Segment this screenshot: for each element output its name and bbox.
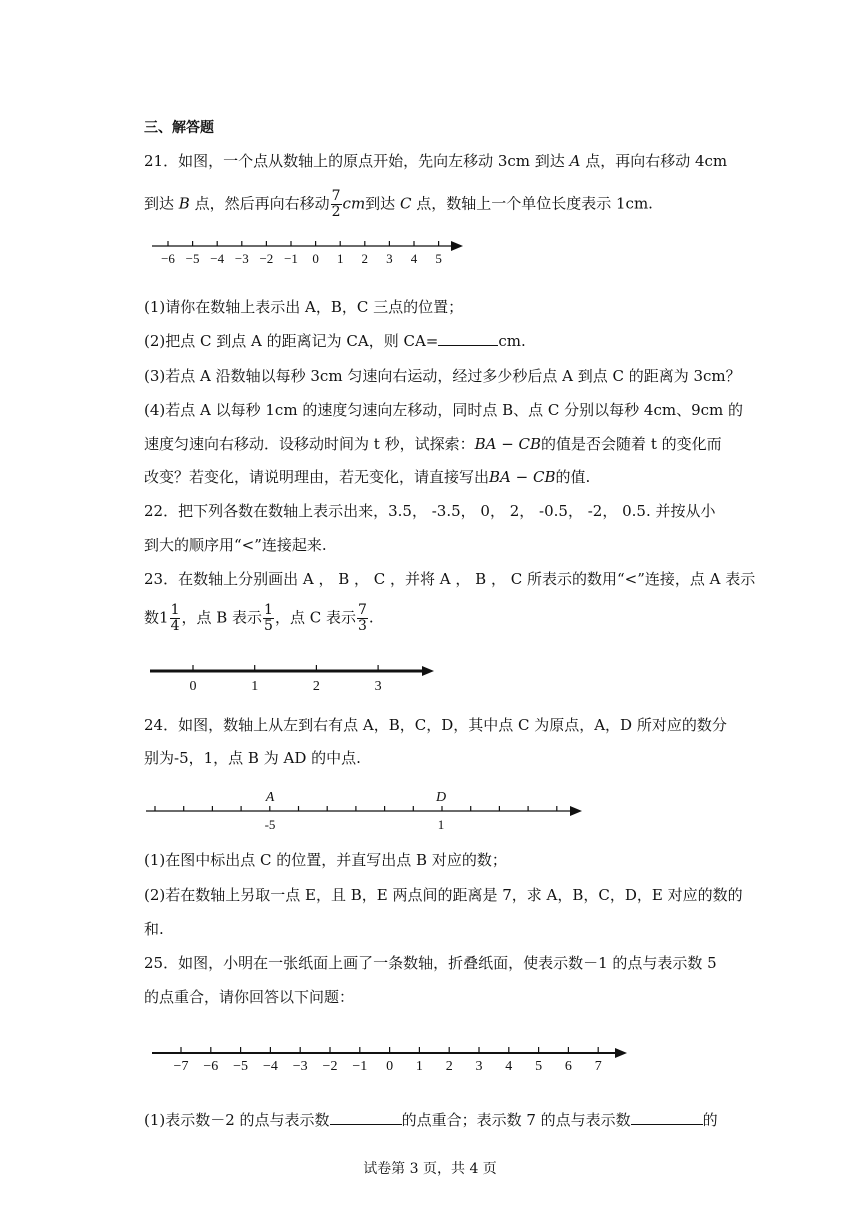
page-footer: 试卷第 3 页，共 4 页: [363, 1161, 497, 1177]
q24-line-1: 24．如图，数轴上从左到右有点 A，B，C，D，其中点 C 为原点，A，D 所对应的数分: [144, 716, 727, 734]
q22-line-1: 22．把下列各数在数轴上表示出来，3.5， -3.5， 0， 2， -0.5， -2， 0.5. 并按从小: [144, 502, 716, 520]
q21-tick-label: −6: [161, 251, 175, 266]
q24-sub-2-line-2: 和.: [144, 920, 164, 938]
q25-tick-label: −6: [203, 1059, 219, 1074]
q21-sub-1: (1)请你在数轴上表示出 A，B，C 三点的位置；: [144, 298, 464, 316]
q25-tick-label: 6: [564, 1059, 572, 1074]
q24-sub-2: (2)若在数轴上另取一点 E，且 B，E 两点间的距离是 7，求 A，B，C，D，E 对应的数的: [144, 886, 743, 904]
q25-tick-label: 3: [475, 1059, 483, 1074]
q24-value-label-D: 1: [437, 817, 445, 832]
q21-sub-4-line-2: 速度匀速向右移动．设移动时间为 t 秒，试探索：BA − CB的值是否会随着 t 的变化而: [144, 435, 722, 453]
q21-tick-label: 1: [336, 251, 344, 266]
q23-line-2: 数1 $\frac{1}{4}$ ，点 B 表示 $\frac{1}{5}$ ，点 C 表示 $\frac{7}{3}$ .: [144, 602, 374, 634]
fraction-1-4: $\frac{1}{4}$: [170, 602, 180, 634]
q21-tick-label: −1: [284, 251, 298, 266]
q21-tick-label: 4: [410, 251, 418, 266]
q25-line-2: 的点重合，请你回答以下问题：: [144, 988, 355, 1006]
q23-arrow-icon: [422, 666, 434, 676]
fraction-1-5: $\frac{1}{5}$: [264, 602, 273, 634]
q24-sub-1: (1)在图中标出点 C 的位置，并直写出点 B 对应的数；: [144, 851, 507, 869]
q21-sub-4: (4)若点 A 以每秒 1cm 的速度匀速向左移动，同时点 B、点 C 分别以每秒 4cm、9cm 的: [144, 401, 743, 419]
q24-arrow-icon: [570, 806, 582, 816]
q25-tick-label: −2: [322, 1059, 338, 1074]
q25-tick-label: 7: [594, 1059, 602, 1074]
q22-line-2: 到大的顺序用“<”连接起来.: [144, 536, 327, 554]
q25-tick-label: 2: [445, 1059, 453, 1074]
q25-line-1: 25．如图，小明在一张纸面上画了一条数轴，折叠纸面，使表示数－1 的点与表示数 5: [144, 954, 717, 972]
q23-line-1: 23．在数轴上分别画出 A ， B ， C ，并将 A ， B ， C 所表示的数用“<”连接，点 A 表示: [144, 570, 756, 588]
q25-tick-label: −7: [173, 1059, 189, 1074]
q23-tick-label: 0: [189, 679, 197, 694]
q23-tick-label: 2: [312, 679, 320, 694]
q24-point-label-D: D: [435, 790, 447, 805]
fraction-7-3: $\frac{7}{3}$: [357, 602, 367, 634]
q25-tick-label: 1: [415, 1059, 423, 1074]
q24-point-label-A: A: [265, 790, 275, 805]
q25-tick-label: 5: [535, 1059, 543, 1074]
q21-tick-label: −3: [234, 251, 249, 266]
q25-tick-label: −5: [233, 1059, 249, 1074]
q21-sub-3: (3)若点 A 沿数轴以每秒 3cm 匀速向右运动，经过多少秒后点 A 到点 C 的距离为 3cm？: [144, 367, 741, 385]
q24-value-label-A: -5: [264, 817, 276, 832]
q24-line-2: 别为-5，1，点 B 为 AD 的中点.: [144, 749, 361, 767]
fraction-7-2: $\frac{7}{2}$: [331, 188, 341, 220]
q21-sub-4-line-3: 改变？若变化，请说明理由，若无变化，请直接写出BA − CB的值.: [144, 468, 591, 486]
section-title: 三、解答题: [144, 120, 214, 136]
q21-tick-label: 2: [361, 251, 369, 266]
q23-tick-label: 3: [374, 679, 382, 694]
q21-line-2: 到达 B 点，然后再向右移动 $\frac{7}{2}$ cm到达 C 点，数轴上一个单位长度表示 1cm.: [144, 188, 653, 220]
q25-arrow-icon: [615, 1048, 627, 1058]
q25-tick-label: 4: [505, 1059, 513, 1074]
q21-tick-label: −5: [185, 251, 200, 266]
q21-sub-2: (2)把点 C 到点 A 的距离记为 CA，则 CA= cm.: [144, 332, 526, 350]
q25-tick-label: 0: [386, 1059, 394, 1074]
q21-arrow-icon: [451, 241, 463, 251]
q21-tick-label: 3: [386, 251, 393, 266]
q21-tick-label: −4: [210, 251, 225, 266]
q25-tick-label: −3: [292, 1059, 308, 1074]
q21-tick-label: 0: [312, 251, 319, 266]
q21-line-1: 21．如图，一个点从数轴上的原点开始，先向左移动 3cm 到达 A 点，再向右移动 4cm: [144, 152, 728, 170]
q21-tick-label: −2: [259, 251, 274, 266]
q25-sub-1: (1)表示数－2 的点与表示数 的点重合；表示数 7 的点与表示数 的: [144, 1111, 718, 1129]
q23-tick-label: 1: [251, 679, 259, 694]
q25-tick-label: −1: [352, 1059, 368, 1074]
q25-tick-label: −4: [262, 1059, 278, 1074]
q21-tick-label: 5: [435, 251, 442, 266]
